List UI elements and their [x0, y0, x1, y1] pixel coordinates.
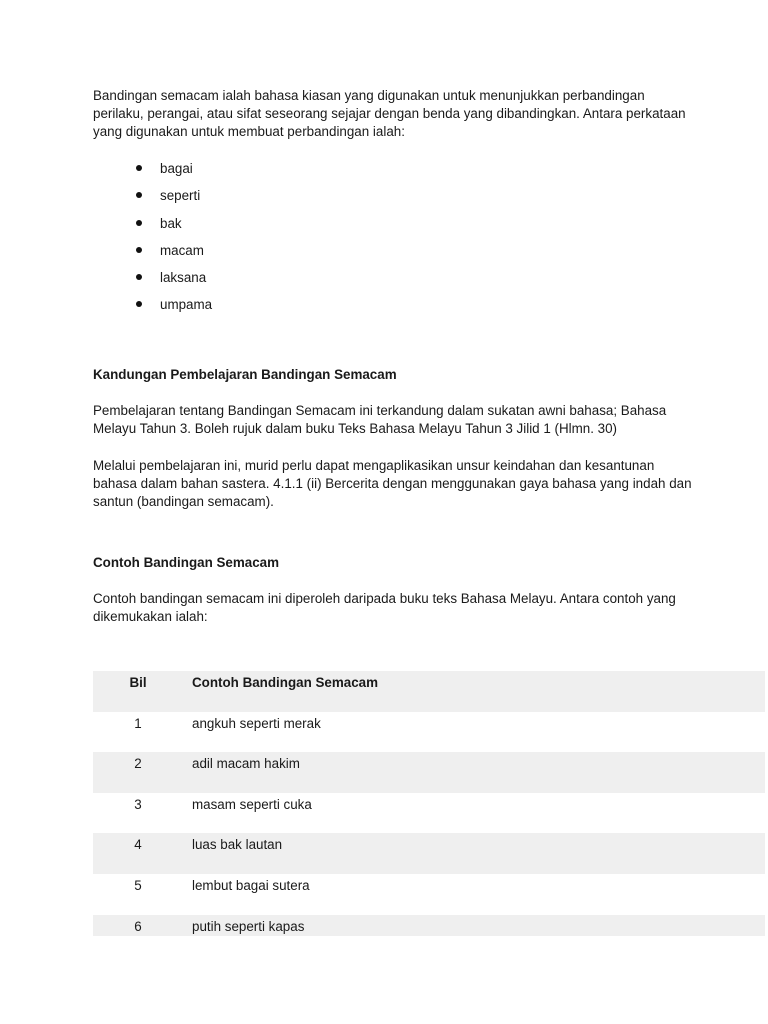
- table-cell: 6: [134, 918, 142, 934]
- section-paragraph: Contoh bandingan semacam ini diperoleh daripada buku teks Bahasa Melayu. Antara contoh yang dikemukakan ialah:: [93, 590, 676, 624]
- list-item: seperti: [93, 187, 693, 214]
- section-paragraph: Pembelajaran tentang Bandingan Semacam ini terkandung dalam sukatan awni bahasa; Bahasa Melayu Tahun 3. Boleh rujuk dalam buku Teks Bahasa Melayu Tahun 3 Jilid 1 (Hlmn. 30): [93, 402, 667, 436]
- document-page: [93, 87, 693, 642]
- table-cell: adil macam hakim: [192, 756, 300, 772]
- list-item: umpama: [93, 296, 693, 323]
- table-header-cell: Bil: [129, 675, 147, 690]
- table-cell: putih seperti kapas: [192, 918, 305, 934]
- list-item: bagai: [93, 160, 693, 187]
- table-row: [93, 874, 765, 915]
- table-row: [93, 752, 765, 793]
- section-paragraph: Melalui pembelajaran ini, murid perlu dapat mengaplikasikan unsur keindahan dan kesantunan bahasa dalam bahan sastera. 4.1.1 (ii) Bercerita dengan menggunakan gaya bahasa yang indah dan santun (bandingan semacam).: [93, 457, 692, 509]
- table-header-cell: Contoh Bandingan Semacam: [192, 675, 379, 690]
- table-row: [93, 712, 765, 753]
- table-row: [93, 833, 765, 874]
- bullet-icon: [136, 247, 142, 253]
- list-item: laksana: [93, 269, 693, 296]
- table-cell: luas bak lautan: [192, 837, 283, 853]
- section-heading-content: Kandungan Pembelajaran Bandingan Semacam: [93, 366, 397, 382]
- table-row: [93, 915, 765, 936]
- bullet-icon: [136, 301, 142, 307]
- table-cell: lembut bagai sutera: [192, 877, 310, 893]
- list-item: macam: [93, 242, 693, 269]
- list-item: bak: [93, 215, 693, 242]
- table-cell: 2: [134, 756, 142, 772]
- bullet-icon: [136, 274, 142, 280]
- table-cell: masam seperti cuka: [192, 796, 312, 812]
- table-row: [93, 793, 765, 834]
- table-cell: 4: [134, 837, 142, 853]
- examples-table: [93, 671, 765, 936]
- comparison-word-list: [93, 160, 693, 324]
- table-cell: angkuh seperti merak: [192, 715, 321, 731]
- intro-paragraph: Bandingan semacam ialah bahasa kiasan yang digunakan untuk menunjukkan perbandingan perilaku, perangai, atau sifat seseorang sejajar dengan benda yang dibandingkan. Antara perkataan yang digunakan untuk membuat perbandingan ialah:: [93, 88, 686, 139]
- table-header-row: [93, 671, 765, 712]
- bullet-icon: [136, 165, 142, 171]
- section-heading-examples: Contoh Bandingan Semacam: [93, 554, 280, 570]
- bullet-icon: [136, 192, 142, 198]
- bullet-icon: [136, 220, 142, 226]
- table-cell: 1: [134, 715, 142, 731]
- table-cell: 3: [134, 796, 142, 812]
- table-cell: 5: [134, 877, 142, 893]
